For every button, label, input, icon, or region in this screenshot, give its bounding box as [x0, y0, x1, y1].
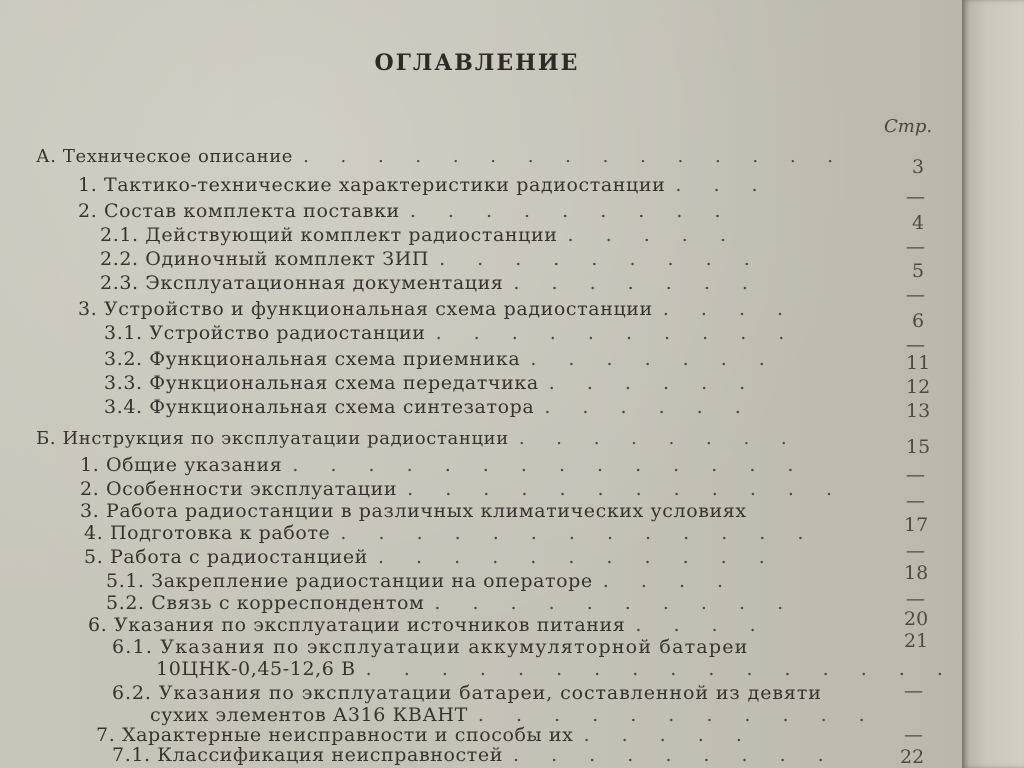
- toc-entry-text: сухих элементов А316 КВАНТ: [150, 704, 468, 726]
- toc-page-number: —: [904, 724, 923, 746]
- dot-leader: . . . . . . . . . .: [435, 322, 798, 344]
- toc-entry-text: 1. Общие указания: [80, 454, 283, 476]
- toc-page-number: —: [906, 490, 925, 512]
- toc-entry-text: 2.2. Одиночный комплект ЗИП: [100, 248, 430, 270]
- toc-entry: [112, 682, 822, 704]
- toc-entry: [78, 298, 796, 320]
- toc-entry: [80, 500, 757, 522]
- toc-page-number: 22: [900, 746, 925, 768]
- dot-leader: . . . .: [635, 614, 769, 636]
- toc-entry: [80, 454, 806, 476]
- toc-entry: [84, 546, 778, 568]
- toc-entry-text: 2.1. Действующий комплект радиостанции: [100, 224, 558, 246]
- toc-entry-text: Б. Инструкция по эксплуатации радиостанции: [36, 428, 509, 449]
- toc-entry: [104, 372, 758, 394]
- toc-title: ОГЛАВЛЕНИЕ: [374, 50, 580, 76]
- dot-leader: . . . . . . . . .: [439, 248, 763, 270]
- dot-leader: . . . .: [602, 570, 737, 592]
- dot-leader: . . . . . . . . . . . . .: [340, 522, 817, 544]
- toc-page-number: 18: [904, 562, 929, 584]
- toc-entry: [104, 322, 797, 344]
- toc-entry: [36, 146, 846, 167]
- toc-entry-text: 6.2. Указания по эксплуатации батареи, составленной из девяти: [112, 682, 822, 704]
- dot-leader: . . . . .: [583, 724, 755, 746]
- toc-entry: [156, 658, 956, 680]
- toc-entry-text: А. Техническое описание: [36, 146, 294, 167]
- toc-entry: [80, 478, 845, 500]
- toc-entry: [150, 704, 878, 726]
- toc-page-number: —: [906, 284, 925, 306]
- toc-entry-text: 3. Устройство и функциональная схема радиостанции: [78, 298, 653, 320]
- toc-entry-text: 7. Характерные неисправности и способы их: [96, 724, 574, 746]
- dot-leader: . . . . . . . . . . .: [477, 704, 878, 726]
- dot-leader: . . . . . . . . . .: [434, 592, 797, 614]
- toc-entry: [104, 396, 754, 418]
- toc-entry: [36, 428, 800, 449]
- toc-entry-text: 6.1. Указания по эксплуатации аккумуляторной батареи: [112, 636, 749, 658]
- toc-page-number: 20: [904, 608, 929, 630]
- toc-page-number: 11: [906, 352, 931, 374]
- toc-entry: [106, 570, 736, 592]
- dot-leader: . . . .: [662, 298, 797, 320]
- toc-entry-text: 3.4. Функциональная схема синтезатора: [104, 396, 535, 418]
- toc-entry: [104, 348, 778, 370]
- toc-entry: [106, 592, 796, 614]
- toc-entry-text: 3.3. Функциональная схема передатчика: [104, 372, 539, 394]
- toc-entry-text: 6. Указания по эксплуатации источников питания: [88, 614, 626, 636]
- dot-leader: . . . . . . . . . . . .: [407, 478, 846, 500]
- toc-entry-text: 2.3. Эксплуатационная документация: [100, 272, 504, 294]
- toc-page-number: 3: [912, 156, 925, 178]
- dot-leader: . . . . . . . .: [518, 428, 800, 449]
- toc-page-number: —: [906, 186, 925, 208]
- toc-entry-text: 7.1. Классификация неисправностей: [112, 744, 504, 766]
- toc-page-number: 17: [904, 514, 929, 536]
- toc-page-number: —: [906, 540, 925, 562]
- toc-entry-text: 4. Подготовка к работе: [84, 522, 331, 544]
- toc-page-number: —: [906, 588, 925, 610]
- next-page-edge: [962, 0, 1024, 768]
- toc-entry-text: 5. Работа с радиостанцией: [84, 546, 368, 568]
- dot-leader: . . . . . . . . .: [513, 744, 837, 766]
- toc-page-number: 21: [904, 630, 929, 652]
- toc-page-number: —: [904, 680, 923, 702]
- toc-page-number: —: [906, 464, 925, 486]
- toc-entry: [100, 224, 739, 246]
- toc-page-number: 4: [912, 212, 925, 234]
- toc-entry: [78, 174, 771, 196]
- dot-leader: . . . . .: [567, 224, 739, 246]
- dot-leader: . . . . . . . . . . . . . . .: [303, 146, 847, 167]
- toc-entry-text: 2. Особенности эксплуатации: [80, 478, 398, 500]
- toc-entry-text: 3. Работа радиостанции в различных климатических условиях: [80, 500, 747, 522]
- toc-entry-text: 3.2. Функциональная схема приемника: [104, 348, 521, 370]
- dot-leader: . . . . . . .: [530, 348, 778, 370]
- toc-entry-text: 3.1. Устройство радиостанции: [104, 322, 426, 344]
- dot-leader: . . . . . .: [544, 396, 754, 418]
- toc-entry: [78, 200, 734, 222]
- toc-page-number: 15: [906, 436, 931, 458]
- toc-page-number: 5: [912, 260, 925, 282]
- page-column-label: Стр.: [884, 116, 933, 137]
- dot-leader: . . . . . . . . . . . . . . . .: [365, 658, 956, 680]
- dot-leader: . . . . . . . . . . .: [377, 546, 778, 568]
- dot-leader: . . .: [675, 174, 771, 196]
- toc-entry: [100, 248, 763, 270]
- toc-page-number: —: [906, 334, 925, 356]
- dot-leader: . . . . . .: [548, 372, 759, 394]
- toc-entry: [96, 724, 755, 746]
- toc-entry-text: 5.1. Закрепление радиостанции на операторе: [106, 570, 593, 592]
- toc-entry: [112, 636, 749, 658]
- toc-entry: [88, 614, 769, 636]
- dot-leader: . . . . . . . . . . . . . .: [292, 454, 807, 476]
- toc-entry-text: 10ЦНК-0,45-12,6 В: [156, 658, 356, 680]
- toc-entry-text: 2. Состав комплекта поставки: [78, 200, 400, 222]
- toc-page-number: —: [906, 236, 925, 258]
- toc-page-number: 12: [906, 376, 931, 398]
- toc-entry: [100, 272, 761, 294]
- toc-page-number: 6: [912, 310, 925, 332]
- toc-entry: [112, 744, 837, 766]
- toc-entry: [84, 522, 816, 544]
- dot-leader: . . . . . . . . .: [409, 200, 734, 222]
- toc-entry-text: 5.2. Связь с корреспондентом: [106, 592, 425, 614]
- dot-leader: . . . . . . .: [513, 272, 761, 294]
- toc-entry-text: 1. Тактико-технические характеристики радиостанции: [78, 174, 666, 196]
- toc-page-number: 13: [906, 400, 931, 422]
